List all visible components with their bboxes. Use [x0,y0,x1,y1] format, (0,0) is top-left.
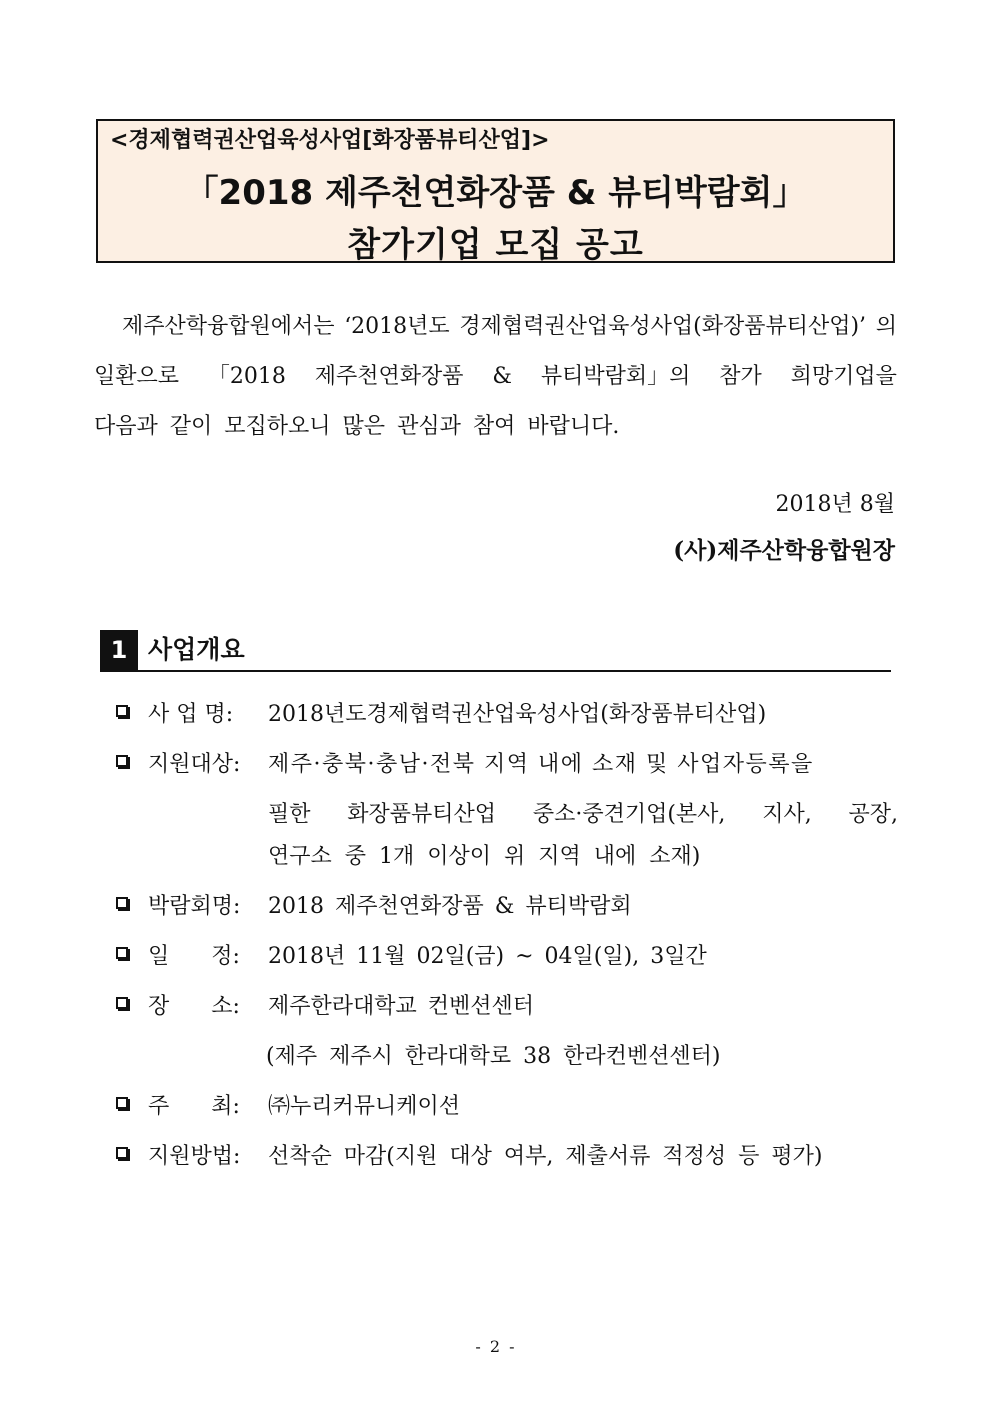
intro-word: 일환으로 [94,364,180,389]
item-value [268,747,898,778]
item-value: 선착순 마감(지원 대상 여부, 제출서류 적정성 등 평가) [268,1144,823,1169]
page-number: - 2 - [475,1337,517,1356]
item-label: 일 정: [148,944,240,969]
intro-word: 희망기업을 [790,364,897,389]
intro-line-2 [94,352,897,402]
item-continuation [268,797,898,828]
item-value: 2018 제주천연화장품 & 뷰티박람회 [268,894,632,919]
intro-word: 다음과 [94,414,158,439]
intro-word: 많은 [342,414,386,439]
item-value: 제주한라대학교 컨벤션센터 [268,994,535,1019]
intro-word: ‘2018년도 [344,314,450,339]
section-number: 1 [100,630,138,670]
intro-line-3 [94,402,897,452]
intro-word: 관심과 [397,414,461,439]
intro-word: 의 [875,314,897,339]
intro-word: 경제협력권산업육성사업(화장품뷰티산업)’ [459,314,867,339]
intro-word: 모집하오니 [224,414,331,439]
item-label: 지원방법: [148,1144,241,1169]
title-box [96,119,895,263]
intro-paragraph [94,302,897,452]
intro-word: 「2018 [207,364,286,389]
checkbox-bullet-icon [116,947,128,959]
item-word: 중소·중견기업(본사, [532,802,726,827]
item-word: 필한 [268,802,311,827]
section-heading [100,630,891,672]
title-main-line2: 참가기업 모집 공고 [347,225,644,265]
item-label: 지원대상: [148,752,241,777]
checkbox-bullet-icon [116,1147,128,1159]
checkbox-bullet-icon [116,755,128,767]
item-continuation: 연구소 중 1개 이상이 위 지역 내에 소재) [268,844,701,869]
item-continuation: (제주 제주시 한라대학로 38 한라컨벤션센터) [266,1044,721,1069]
notice-date: 2018년 8월 [775,492,895,517]
item-label: 박람회명: [148,894,241,919]
intro-word: 같이 [169,414,213,439]
intro-word: 뷰티박람회」의 [540,364,691,389]
item-value: ㈜누리커뮤니케이션 [268,1094,461,1119]
item-word: 화장품뷰티산업 [347,802,497,827]
item-value: 2018년도경제협력권산업육성사업(화장품뷰티산업) [268,702,767,727]
item-label: 장 소: [148,994,240,1019]
intro-word: 제주천연화장품 [314,364,464,389]
intro-word: 바랍니다. [527,414,620,439]
intro-word: 참여 [472,414,516,439]
item-word: 지사, [762,802,812,827]
signature: (사)제주산학융합원장 [673,537,895,564]
item-label: 사 업 명: [148,702,234,727]
checkbox-bullet-icon [116,1097,128,1109]
intro-word: & [492,364,512,389]
item-word: 공장, [848,802,898,827]
intro-word: 참가 [719,364,762,389]
checkbox-bullet-icon [116,897,128,909]
intro-word: 제주산학융합원에서는 [122,314,335,339]
item-value-text: 제주·충북·충남·전북 지역 내에 소재 및 사업자등록을 [268,752,814,777]
title-main: 「2018 제주천연화장품 & 뷰티박람회」 [184,173,807,213]
item-label: 주 최: [148,1094,240,1119]
title-subheading: <경제협력권산업육성사업[화장품뷰티산업]> [110,128,550,153]
intro-line-1 [94,302,897,352]
checkbox-bullet-icon [116,705,128,717]
section-title: 사업개요 [148,635,245,664]
item-value: 2018년 11월 02일(금) ~ 04일(일), 3일간 [268,944,707,969]
checkbox-bullet-icon [116,997,128,1009]
